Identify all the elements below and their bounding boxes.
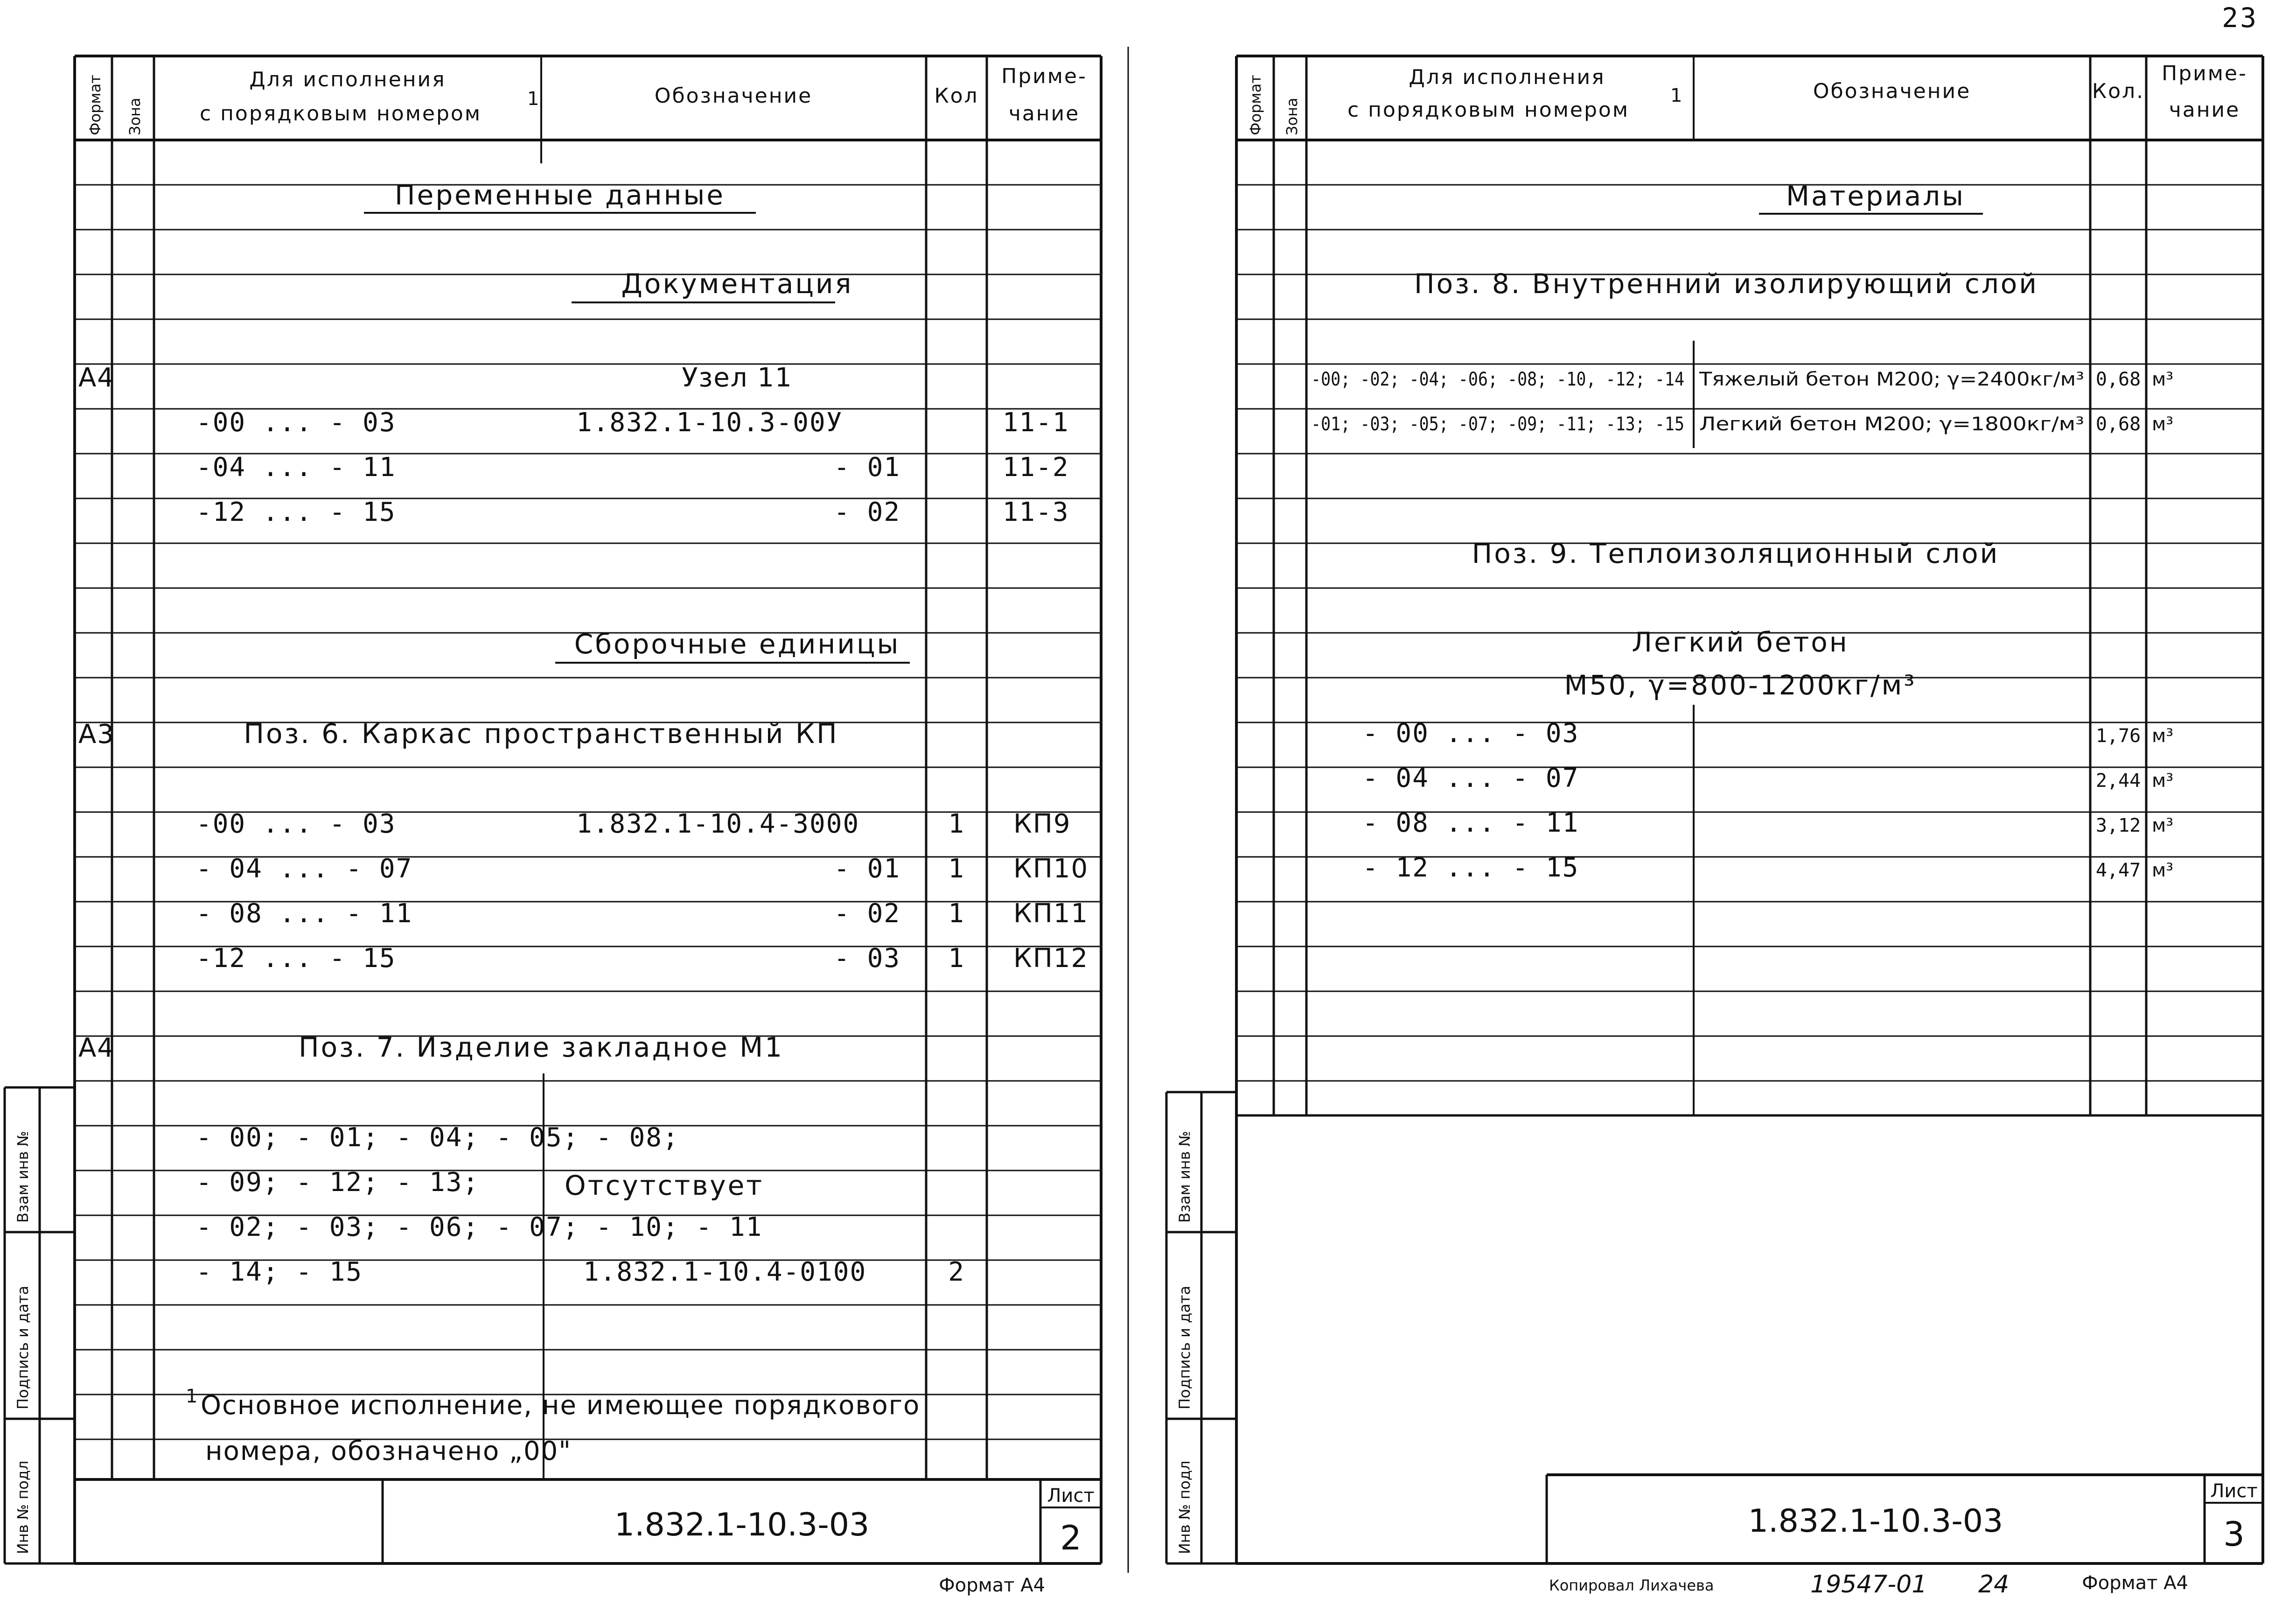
row-qty: 1,76 (2095, 725, 2141, 747)
footnote-marker: 1 (186, 1386, 198, 1407)
sheet-3-header-format: Формат (1247, 75, 1264, 135)
row-designation: 1.832.1-10.3-00У (576, 407, 843, 438)
order-page: 24 (1978, 1570, 2010, 1598)
row-format: А4 (78, 363, 115, 393)
row-designation: Тяжелый бетон М200; γ=2400кг/м³ (1698, 369, 2084, 390)
sheet-2-header-designation: Обозначение (654, 84, 813, 108)
row-execution: - 00; - 01; - 04; - 05; - 08; (196, 1122, 679, 1153)
sheet-3-header-designation: Обозначение (1813, 79, 1971, 103)
row-qty: 1 (948, 898, 965, 929)
row-designation: - 01 (834, 452, 900, 483)
row-qty: 0,68 (2095, 369, 2141, 390)
sheet-3-header-note-1: Приме- (2162, 62, 2247, 85)
row-execution: - 12 ... - 15 (1362, 853, 1579, 883)
pos9-title: Поз. 9. Теплоизоляционный слой (1472, 538, 2000, 569)
row-designation: - 02 (834, 898, 900, 929)
sheet-2-header-execution-2: с порядковым номером (199, 102, 482, 126)
sheet-2-sheet-label: Лист (1047, 1485, 1095, 1507)
row-qty: 1 (948, 943, 965, 974)
sheet-2-header-zone: Зона (126, 98, 144, 135)
row-designation: - 01 (834, 854, 900, 884)
pos8-title: Поз. 8. Внутренний изолирующий слой (1414, 268, 2038, 300)
row-execution: -00 ... - 03 (196, 809, 396, 839)
row-note: 11-1 (1002, 407, 1069, 438)
row-execution: - 14; - 15 (196, 1257, 363, 1287)
footnote-line-2: номера, обозначено „00" (205, 1436, 572, 1466)
sheet-3-stamp-replace-inv: Взам инв № (1176, 1131, 1193, 1223)
sheet-3-sheet-label: Лист (2210, 1480, 2258, 1502)
sheet-2-code: 1.832.1-10.3-03 (614, 1507, 870, 1543)
sheet-2-stamp-replace-inv: Взам инв № (14, 1131, 32, 1223)
row-execution: - 08 ... - 11 (1362, 808, 1579, 838)
row-designation: 1.832.1-10.4-0100 (583, 1257, 867, 1287)
row-designation: Отсутствует (565, 1170, 764, 1201)
pos9-material: Легкий бетон (1632, 626, 1849, 658)
row-format: А3 (78, 719, 115, 750)
sheet-3-header-note-2: чание (2169, 98, 2240, 122)
sheet-3-header-execution-2: с порядковым номером (1347, 98, 1630, 122)
row-note: КП12 (1013, 943, 1089, 974)
sheet-2-stamp-sign-date: Подпись и дата (14, 1285, 32, 1409)
row-execution: - 02; - 03; - 06; - 07; - 10; - 11 (196, 1212, 763, 1242)
row-execution: -00 ... - 03 (196, 407, 396, 438)
sheet-2-header-format: Формат (86, 75, 104, 135)
sheet-3-stamp-sign-date: Подпись и дата (1176, 1285, 1193, 1409)
row-qty: 0,68 (2095, 414, 2141, 435)
sheet-3-sheet-number: 3 (2223, 1514, 2245, 1554)
row-note: м³ (2152, 860, 2174, 881)
row-execution: -04 ... - 11 (196, 452, 396, 483)
sheet-2-body (78, 179, 1089, 1466)
section-variable-data: Переменные данные (395, 179, 725, 211)
row-note: м³ (2152, 414, 2174, 435)
row-execution: - 04 ... - 07 (196, 854, 413, 884)
row-note: 11-3 (1002, 497, 1069, 527)
row-execution: - 00 ... - 03 (1362, 718, 1579, 749)
row-qty: 4,47 (2095, 860, 2141, 881)
row-note: м³ (2152, 770, 2174, 792)
footnote-line-1: Основное исполнение, не имеющее порядкового (201, 1390, 921, 1421)
row-designation: - 03 (834, 943, 900, 974)
row-note: КП9 (1013, 809, 1071, 839)
row-qty: 2,44 (2095, 770, 2141, 792)
row-execution: -12 ... - 15 (196, 943, 396, 974)
row-qty: 3,12 (2095, 815, 2141, 836)
row-title: Поз. 6. Каркас пространственный КП (244, 718, 839, 750)
section-assembly-units: Сборочные единицы (574, 628, 900, 660)
pos9-spec: М50, γ=800-1200кг/м³ (1564, 669, 1917, 701)
row-designation: - 02 (834, 497, 900, 527)
row-execution: -12 ... - 15 (196, 497, 396, 527)
row-qty: 2 (948, 1257, 965, 1287)
sheet-3-body (1311, 180, 2173, 883)
sheet-2-title-block (75, 1479, 1101, 1563)
sheet-2-stamp-inv-orig: Инв № подл (14, 1460, 32, 1554)
row-qty: 1 (948, 809, 965, 839)
sheet-3-stamp-inv-orig: Инв № подл (1176, 1460, 1193, 1554)
page-number: 23 (2222, 2, 2258, 34)
row-execution: -01; -03; -05; -07; -09; -11; -13; -15 (1311, 414, 1684, 435)
sheet-2-header-note-1: Приме- (1001, 64, 1087, 88)
row-designation: Легкий бетон М200; γ=1800кг/м³ (1699, 414, 2084, 435)
sheet-3-header-qty: Кол. (2092, 79, 2145, 103)
sheet-3-code: 1.832.1-10.3-03 (1748, 1503, 2003, 1540)
sheet-2-header-qty: Кол (934, 84, 979, 108)
sheet-2-format-label: Формат А4 (939, 1575, 1045, 1596)
section-materials: Материалы (1786, 180, 1965, 212)
row-note: м³ (2152, 725, 2174, 747)
row-note: КП10 (1013, 854, 1089, 884)
row-execution: - 04 ... - 07 (1362, 763, 1579, 793)
row-qty: 1 (948, 854, 965, 884)
copied-by: Копировал Лихачева (1549, 1577, 1714, 1594)
row-format: А4 (78, 1033, 115, 1063)
row-note: м³ (2152, 369, 2174, 390)
sheet-2-header-execution-1: Для исполнения (249, 68, 446, 91)
sheet-3-header-execution-sup: 1 (1670, 85, 1682, 106)
sheet-2-header-execution-sup: 1 (527, 88, 539, 110)
section-documentation: Документация (621, 268, 853, 300)
sheet-2-header-note-2: чание (1008, 102, 1080, 126)
row-note: КП11 (1013, 898, 1089, 929)
sheet-3-format-label: Формат А4 (2082, 1572, 2188, 1594)
sheet-2-sheet-number: 2 (1060, 1518, 1082, 1557)
row-execution: -00; -02; -04; -06; -08; -10, -12; -14 (1311, 369, 1684, 390)
order-number: 19547-01 (1810, 1570, 1927, 1598)
row-note: 11-2 (1002, 452, 1069, 483)
sheet-3-header-zone: Зона (1283, 98, 1301, 135)
row-title: Поз. 7. Изделие закладное М1 (298, 1031, 784, 1063)
sheet-3-header-execution-1: Для исполнения (1409, 65, 1605, 89)
row-designation: Узел 11 (682, 363, 793, 393)
row-note: м³ (2152, 815, 2174, 836)
row-execution: - 08 ... - 11 (196, 898, 413, 929)
row-execution: - 09; - 12; - 13; (196, 1167, 480, 1198)
row-designation: 1.832.1-10.4-3000 (576, 809, 860, 839)
